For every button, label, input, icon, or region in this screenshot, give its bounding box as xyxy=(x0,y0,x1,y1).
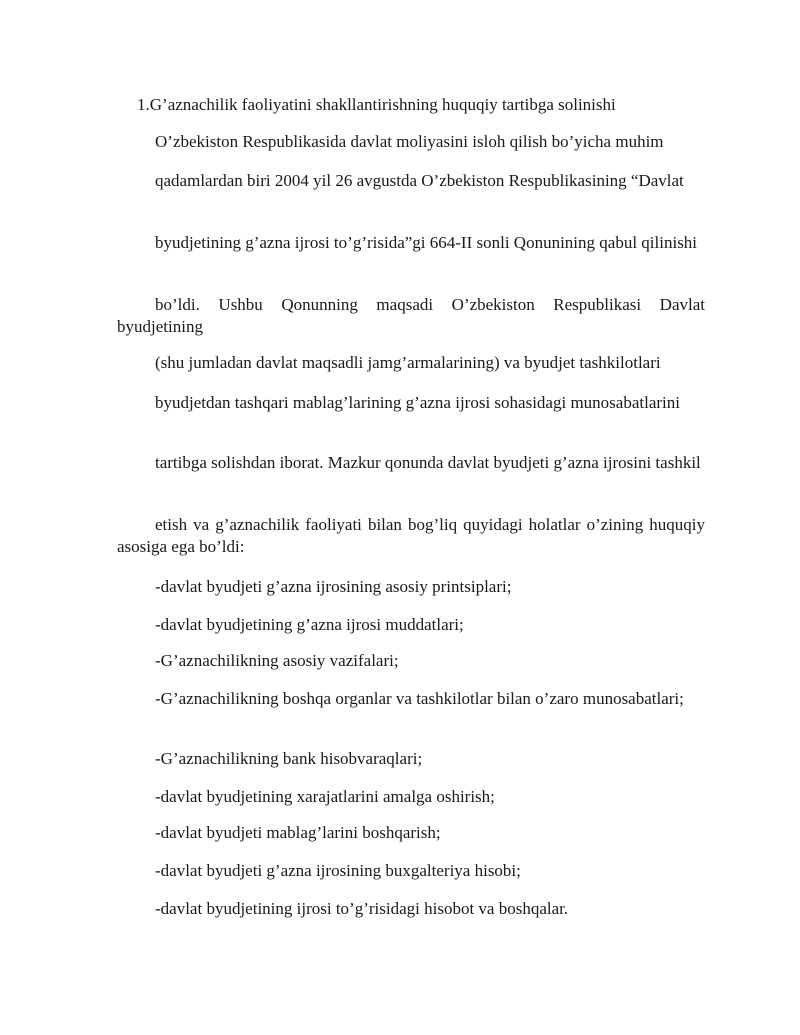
paragraph-line: (shu jumladan davlat maqsadli jamg’armalarining) va byudjet tashkilotlari xyxy=(155,353,661,372)
list-item: -G’aznachilikning asosiy vazifalari; xyxy=(155,651,399,670)
paragraph-line: O’zbekiston Respublikasida davlat moliyasini isloh qilish bo’yicha muhim xyxy=(155,132,664,151)
list-item: -davlat byudjetining xarajatlarini amalga oshirish; xyxy=(155,787,495,806)
list-item: -davlat byudjeti g’azna ijrosining asosiy printsiplari; xyxy=(155,577,512,596)
list-item: -G’aznachilikning boshqa organlar va tashkilotlar bilan o’zaro munosabatlari; xyxy=(155,689,684,708)
list-item: -davlat byudjetining ijrosi to’g’risidagi hisobot va boshqalar. xyxy=(155,899,569,918)
list-item: -davlat byudjetining g’azna ijrosi muddatlari; xyxy=(155,615,464,634)
list-item: -davlat byudjeti g’azna ijrosining buxgalteriya hisobi; xyxy=(155,861,521,880)
section-heading: 1.G’aznachilik faoliyatini shakllantirishning huquqiy tartibga solinishi xyxy=(137,95,616,114)
paragraph-line: etish va g’aznachilik faoliyati bilan bog’liq quyidagi holatlar o’zining huquqiy asosiga ega bo’ldi: xyxy=(117,515,705,556)
list-item: -davlat byudjeti mablag’larini boshqarish; xyxy=(155,823,441,842)
paragraph-line: byudjetining g’azna ijrosi to’g’risida”gi 664-II sonli Qonunining qabul qilinishi xyxy=(155,233,698,252)
list-item: -G’aznachilikning bank hisobvaraqlari; xyxy=(155,749,423,768)
paragraph-line: byudjetdan tashqari mablag’larining g’azna ijrosi sohasidagi munosabatlarini xyxy=(155,393,680,412)
paragraph-line: tartibga solishdan iborat. Mazkur qonunda davlat byudjeti g’azna ijrosini tashkil xyxy=(155,453,701,472)
paragraph-line: bo’ldi. Ushbu Qonunning maqsadi O’zbekiston Respublikasi Davlat byudjetining xyxy=(117,295,705,336)
paragraph-line: qadamlardan biri 2004 yil 26 avgustda O’zbekiston Respublikasining “Davlat xyxy=(155,171,684,190)
